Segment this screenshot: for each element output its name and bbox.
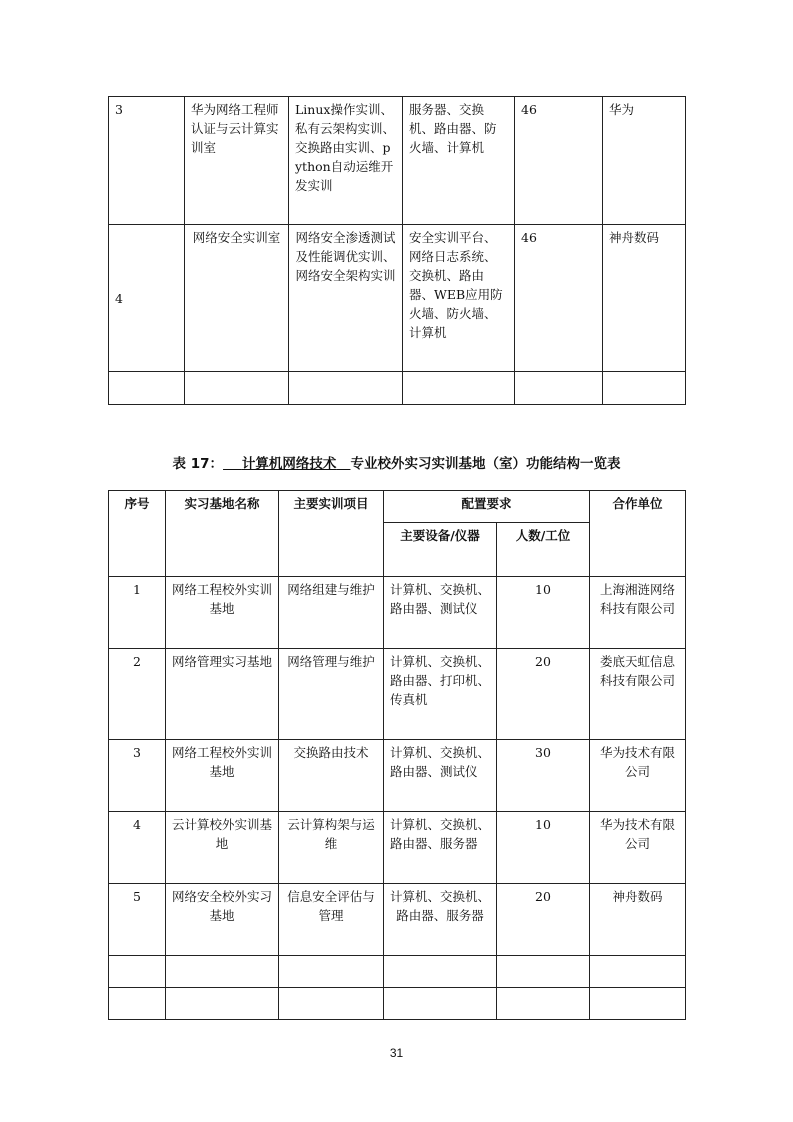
header-index: 序号: [109, 491, 166, 577]
station-count: 20: [497, 884, 590, 956]
lab-name: 网络安全实训室: [185, 225, 289, 372]
station-count: 46: [515, 97, 603, 225]
table-row: [109, 225, 686, 372]
base-name: 网络工程校外实训基地: [166, 577, 279, 649]
table-row: [109, 740, 686, 812]
training-project: 网络安全渗透测试及性能调优实训、网络安全架构实训: [289, 225, 403, 372]
base-name: 网络管理实习基地: [166, 649, 279, 740]
caption-suffix: 专业校外实习实训基地（室）功能结构一览表: [350, 456, 621, 472]
table-row: [109, 577, 686, 649]
equipment: 安全实训平台、网络日志系统、交换机、路由器、WEB应用防火墙、防火墙、计算机: [403, 225, 515, 372]
external-base-table: [108, 490, 686, 1020]
header-partner: 合作单位: [590, 491, 686, 577]
training-project: Linux操作实训、私有云架构实训、交换路由实训、python自动运维开发实训: [289, 97, 403, 225]
header-name: 实习基地名称: [166, 491, 279, 577]
equipment: 计算机、交换机、路由器、服务器: [384, 884, 497, 956]
lab-table-continued: [108, 96, 686, 405]
row-index: 5: [109, 884, 166, 956]
equipment: 计算机、交换机、路由器、服务器: [384, 812, 497, 884]
training-project: 信息安全评估与管理: [279, 884, 384, 956]
base-name: 云计算校外实训基地: [166, 812, 279, 884]
station-count: 10: [497, 577, 590, 649]
equipment: 计算机、交换机、路由器、打印机、传真机: [384, 649, 497, 740]
partner: 华为技术有限公司: [590, 812, 686, 884]
table-row-empty: [109, 956, 686, 988]
table-row: [109, 812, 686, 884]
partner: 神舟数码: [590, 884, 686, 956]
row-index: 2: [109, 649, 166, 740]
table-row: [109, 649, 686, 740]
header-equipment: 主要设备/仪器: [384, 523, 497, 577]
row-index: 3: [109, 740, 166, 812]
row-index: 3: [109, 97, 185, 225]
row-index: 4: [109, 225, 185, 372]
equipment: 服务器、交换机、路由器、防火墙、计算机: [403, 97, 515, 225]
table-row: [109, 884, 686, 956]
caption-prefix: 表 17：: [172, 456, 224, 472]
training-project: 交换路由技术: [279, 740, 384, 812]
partner: 华为技术有限公司: [590, 740, 686, 812]
base-name: 网络工程校外实训基地: [166, 740, 279, 812]
header-project: 主要实训项目: [279, 491, 384, 577]
table-row-empty: [109, 372, 686, 405]
training-project: 网络管理与维护: [279, 649, 384, 740]
equipment: 计算机、交换机、路由器、测试仪: [384, 740, 497, 812]
partner: 娄底天虹信息科技有限公司: [590, 649, 686, 740]
station-count: 30: [497, 740, 590, 812]
partner: 神舟数码: [603, 225, 686, 372]
header-config: 配置要求: [384, 491, 590, 523]
station-count: 20: [497, 649, 590, 740]
station-count: 10: [497, 812, 590, 884]
partner: 上海湘涟网络科技有限公司: [590, 577, 686, 649]
equipment: 计算机、交换机、路由器、测试仪: [384, 577, 497, 649]
header-row: [109, 491, 686, 523]
row-index: 4: [109, 812, 166, 884]
partner: 华为: [603, 97, 686, 225]
table-row: [109, 97, 686, 225]
training-project: 网络组建与维护: [279, 577, 384, 649]
caption-major: 计算机网络技术: [241, 456, 337, 472]
table-caption: [108, 452, 685, 472]
row-index: 1: [109, 577, 166, 649]
base-name: 网络安全校外实习基地: [166, 884, 279, 956]
table-row-empty: [109, 988, 686, 1020]
page-number: 31: [389, 1046, 404, 1060]
header-count: 人数/工位: [497, 523, 590, 577]
station-count: 46: [515, 225, 603, 372]
training-project: 云计算构架与运维: [279, 812, 384, 884]
lab-name: 华为网络工程师认证与云计算实训室: [185, 97, 289, 225]
